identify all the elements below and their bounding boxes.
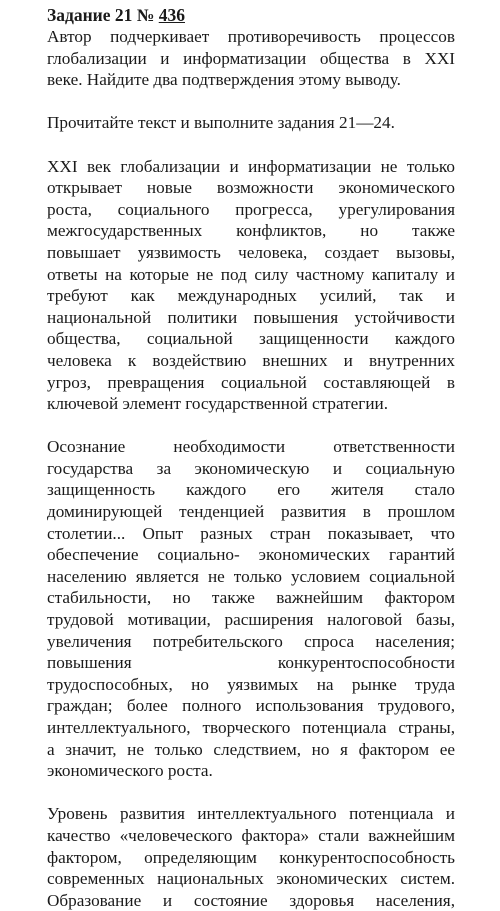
paragraph-line: столетии... Опыт разных стран показывает, что bbox=[47, 523, 455, 543]
paragraph-line: а значит, не только следствием, но я фактором ее bbox=[47, 739, 455, 759]
paragraph-line: доминирующей тенденцией развития в прошлом bbox=[47, 502, 455, 522]
paragraph-line: фактором, определяющим конкурентоспособность bbox=[47, 847, 455, 867]
paragraph-line: угроз, превращения социальной составляющей в bbox=[47, 372, 455, 392]
instruction-text: Прочитайте текст и выполните задания 21—24. bbox=[47, 113, 395, 133]
paragraph-line: увеличения потребительского спроса населения; bbox=[47, 631, 455, 651]
task-document bbox=[47, 4, 455, 911]
paragraph-line: общества, социальной защищенности каждого bbox=[47, 329, 455, 349]
paragraph-line: национальной политики повышения устойчивости bbox=[47, 307, 455, 327]
paragraph-line: требуют как международных усилий, так и bbox=[47, 286, 455, 306]
paragraph-line: защищенность каждого его жителя стало bbox=[47, 480, 455, 500]
paragraph-line: интеллектуального, творческого потенциала страны, bbox=[47, 718, 455, 737]
paragraph-line: экономического роста. bbox=[47, 761, 213, 781]
task-header bbox=[47, 4, 455, 26]
text-paragraph-1 bbox=[47, 156, 455, 415]
question-line: веке. Найдите два подтверждения этому выводу. bbox=[47, 70, 401, 90]
paragraph-line: трудовой мотивации, расширения налоговой базы, bbox=[47, 610, 455, 630]
question-line: глобализации и информатизации общества в XXI bbox=[47, 48, 455, 68]
text-paragraph-3 bbox=[47, 803, 455, 911]
question-line: Автор подчеркивает противоречивость процессов bbox=[47, 27, 455, 46]
paragraph-line: трудоспособных, но уязвимых на рынке труда bbox=[47, 674, 455, 694]
paragraph-line: человека к воздействию внешних и внутренних bbox=[47, 350, 455, 370]
paragraph-line: ответы на которые не под силу частному капиталу и bbox=[47, 264, 455, 284]
text-paragraph-2 bbox=[47, 436, 455, 782]
paragraph-line: ключевой элемент государственной стратегии. bbox=[47, 394, 389, 414]
paragraph-line: Уровень развития интеллектуального потенциала и bbox=[47, 804, 455, 824]
paragraph-line: Образование и состояние здоровья населения, bbox=[47, 890, 455, 910]
task-number-link[interactable]: 436 bbox=[158, 5, 185, 25]
paragraph-line: повышает уязвимость человека, создает вызовы, bbox=[47, 242, 455, 262]
paragraph-line: межгосударственных конфликтов, но также bbox=[47, 221, 455, 241]
paragraph-line: XXI век глобализации и информатизации не только bbox=[47, 156, 455, 176]
paragraph-line: повышения конкурентоспособности bbox=[47, 653, 455, 673]
paragraph-line: открывает новые возможности экономического bbox=[47, 178, 455, 198]
question-text bbox=[47, 26, 455, 91]
paragraph-line: населению является не только условием социальной bbox=[47, 566, 455, 586]
paragraph-line: современных национальных экономических систем. bbox=[47, 869, 455, 889]
task-label: Задание 21 № bbox=[47, 5, 155, 25]
paragraph-line: качество «человеческого фактора» стали важнейшим bbox=[47, 825, 455, 845]
paragraph-line: государства за экономическую и социальную bbox=[47, 458, 455, 478]
paragraph-line: обеспечение социально- экономических гарантий bbox=[47, 545, 455, 565]
paragraph-line: Осознание необходимости ответственности bbox=[47, 437, 455, 457]
paragraph-line: роста, социального прогресса, урегулирования bbox=[47, 199, 455, 219]
paragraph-line: стабильности, но также важнейшим фактором bbox=[47, 588, 455, 608]
paragraph-line: граждан; более полного использования трудового, bbox=[47, 696, 455, 716]
